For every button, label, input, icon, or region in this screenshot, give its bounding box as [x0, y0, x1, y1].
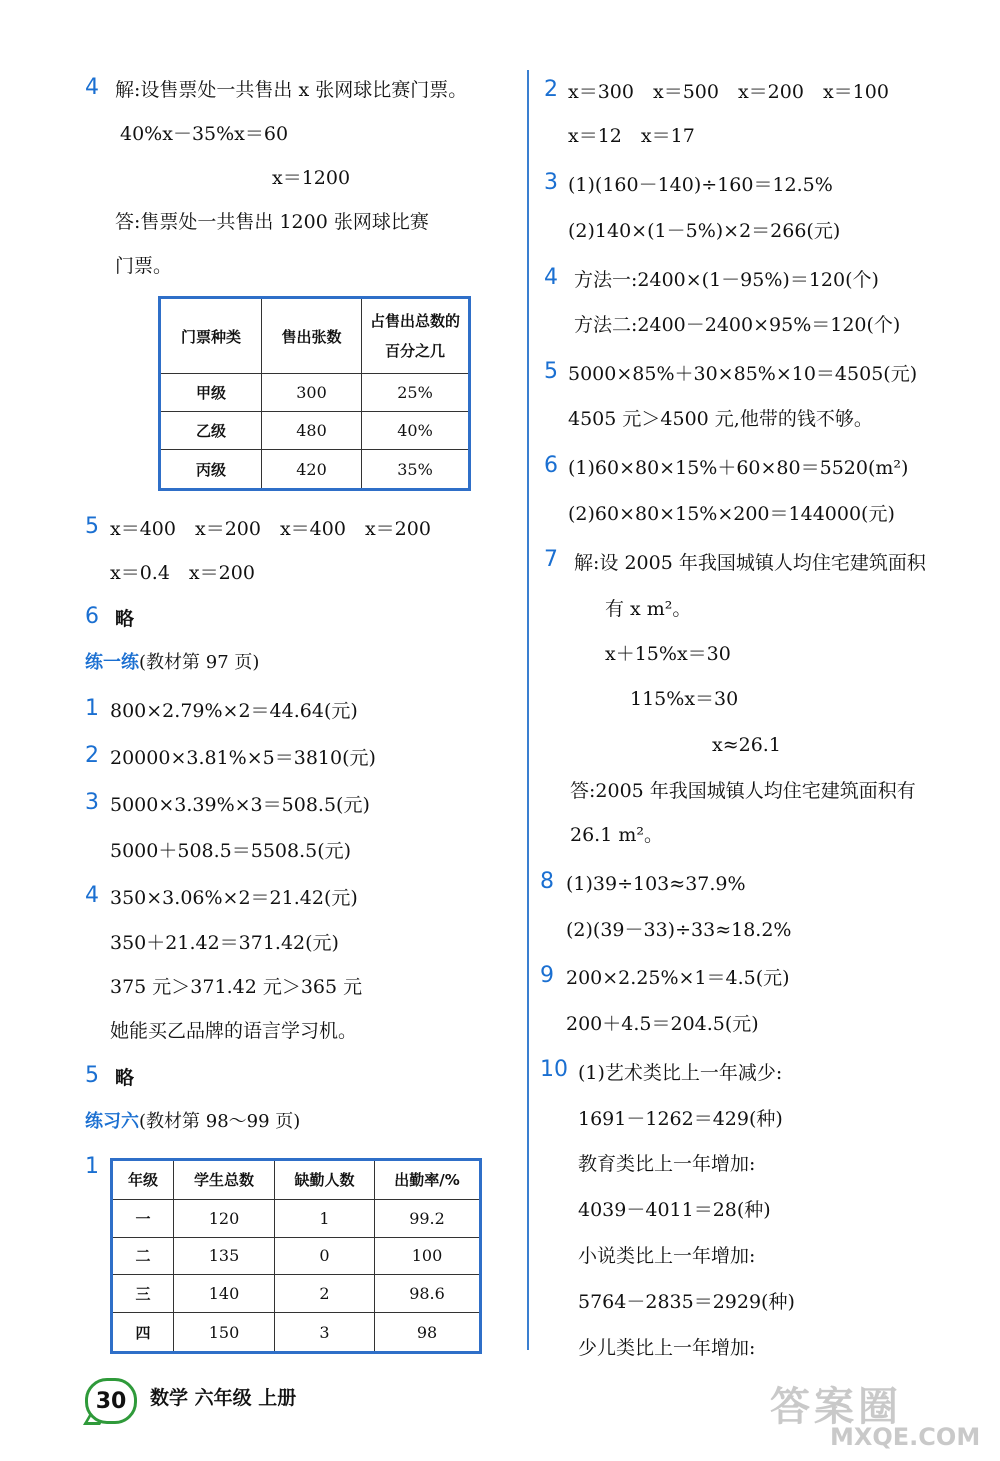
p5-line1: 略 — [115, 1067, 135, 1089]
ticket-table — [158, 296, 471, 491]
r7-line2: 有 x m²。 — [605, 598, 692, 620]
r7-line5: x≈26.1 — [712, 734, 781, 756]
r10-line3: 教育类比上一年增加: — [578, 1153, 756, 1175]
r10-line4: 4039－4011＝28(种) — [578, 1199, 771, 1221]
ticket-table-cell: 乙级 — [160, 412, 262, 450]
watermark-top: 答案圈 — [770, 1384, 902, 1430]
attendance-table-cell: 98 — [375, 1313, 481, 1353]
q4-line3: x＝1200 — [272, 167, 351, 189]
attendance-table — [110, 1158, 482, 1354]
r7-line3: x＋15%x＝30 — [605, 643, 731, 665]
q5-number: 5 — [85, 514, 99, 539]
ticket-table-cell: 40% — [362, 412, 470, 450]
r2-line1: x＝300 x＝500 x＝200 x＝100 — [568, 81, 889, 103]
ticket-table-header: 售出张数 — [262, 298, 362, 374]
r4-line1: 方法一:2400×(1－95%)＝120(个) — [574, 269, 879, 291]
attendance-table-cell: 98.6 — [375, 1275, 481, 1313]
column-divider — [527, 70, 529, 1350]
section-title-label: 练习六 — [85, 1111, 139, 1132]
attendance-table-cell: 四 — [112, 1313, 174, 1353]
attendance-table-cell: 135 — [174, 1237, 275, 1275]
watermark-logo — [770, 1375, 990, 1455]
p1-line1: 800×2.79%×2＝44.64(元) — [110, 700, 358, 722]
r9-number: 9 — [540, 963, 554, 988]
r6-number: 6 — [544, 453, 558, 478]
r7-line6: 答:2005 年我国城镇人均住宅建筑面积有 — [570, 780, 916, 802]
r6-line2: (2)60×80×15%×200＝144000(元) — [568, 503, 895, 525]
p4-line3: 375 元＞371.42 元＞365 元 — [110, 976, 363, 998]
section-title-label: 练一练 — [85, 652, 139, 673]
right-column — [530, 0, 1000, 1461]
r3-line1: (1)(160－140)÷160＝12.5% — [568, 174, 833, 196]
r8-number: 8 — [540, 869, 554, 894]
book-title: 数学 六年级 上册 — [150, 1387, 297, 1409]
r3-number: 3 — [544, 170, 558, 195]
q5-line2: x＝0.4 x＝200 — [110, 562, 255, 584]
q6-line1: 略 — [115, 608, 135, 630]
r4-line2: 方法二:2400－2400×95%＝120(个) — [574, 314, 901, 336]
attendance-table-header: 缺勤人数 — [275, 1160, 375, 1200]
attendance-table-cell: 100 — [375, 1237, 481, 1275]
r10-number: 10 — [540, 1057, 568, 1082]
ticket-table-cell: 420 — [262, 450, 362, 490]
p4-number: 4 — [85, 883, 99, 908]
attendance-table-cell: 0 — [275, 1237, 375, 1275]
r10-line5: 小说类比上一年增加: — [578, 1245, 756, 1267]
r2-number: 2 — [544, 77, 558, 102]
p2-number: 2 — [85, 743, 99, 768]
attendance-table-header: 学生总数 — [174, 1160, 275, 1200]
section-title-practice — [85, 651, 259, 675]
attendance-table-cell: 二 — [112, 1237, 174, 1275]
section-title-exercise — [85, 1110, 300, 1134]
r8-line1: (1)39÷103≈37.9% — [566, 873, 746, 895]
q4-line4: 答:售票处一共售出 1200 张网球比赛 — [115, 211, 429, 233]
p4-line2: 350＋21.42＝371.42(元) — [110, 932, 339, 954]
r6-line1: (1)60×80×15%＋60×80＝5520(m²) — [568, 457, 909, 479]
ticket-table-cell: 丙级 — [160, 450, 262, 490]
q4-line1: 解:设售票处一共售出 x 张网球比赛门票。 — [115, 79, 468, 101]
attendance-table-cell: 99.2 — [375, 1199, 481, 1237]
r10-line7: 少儿类比上一年增加: — [578, 1337, 756, 1359]
ticket-table-cell: 300 — [262, 374, 362, 412]
attendance-table-cell: 120 — [174, 1199, 275, 1237]
ticket-table-cell: 甲级 — [160, 374, 262, 412]
q4-number: 4 — [85, 75, 99, 100]
p1-number: 1 — [85, 696, 99, 721]
attendance-table-cell: 2 — [275, 1275, 375, 1313]
r7-number: 7 — [544, 547, 558, 572]
attendance-table-cell: 140 — [174, 1275, 275, 1313]
q4-line5: 门票。 — [115, 255, 173, 277]
r4-number: 4 — [544, 265, 558, 290]
ticket-table-cell: 35% — [362, 450, 470, 490]
r5-line1: 5000×85%＋30×85%×10＝4505(元) — [568, 363, 918, 385]
r7-line7: 26.1 m²。 — [570, 824, 663, 846]
ticket-table-cell: 25% — [362, 374, 470, 412]
ticket-table-header: 门票种类 — [160, 298, 262, 374]
r7-line4: 115%x＝30 — [630, 688, 739, 710]
attendance-table-cell: 三 — [112, 1275, 174, 1313]
p3-line1: 5000×3.39%×3＝508.5(元) — [110, 794, 370, 816]
p3-number: 3 — [85, 790, 99, 815]
r9-line2: 200＋4.5＝204.5(元) — [566, 1013, 759, 1035]
e1-number: 1 — [85, 1154, 99, 1179]
attendance-table-cell: 1 — [275, 1199, 375, 1237]
ticket-table-header: 占售出总数的百分之几 — [362, 298, 470, 374]
r7-line1: 解:设 2005 年我国城镇人均住宅建筑面积 — [574, 552, 926, 574]
p4-line1: 350×3.06%×2＝21.42(元) — [110, 887, 358, 909]
section-title-ref: (教材第 98～99 页) — [139, 1111, 301, 1132]
attendance-table-cell: 150 — [174, 1313, 275, 1353]
p2-line1: 20000×3.81%×5＝3810(元) — [110, 747, 376, 769]
r5-number: 5 — [544, 359, 558, 384]
r10-line2: 1691－1262＝429(种) — [578, 1108, 783, 1130]
attendance-table-cell: 一 — [112, 1199, 174, 1237]
attendance-table-header: 出勤率/% — [375, 1160, 481, 1200]
r10-line1: (1)艺术类比上一年减少: — [578, 1062, 783, 1084]
r10-line6: 5764－2835＝2929(种) — [578, 1291, 795, 1313]
section-title-ref: (教材第 97 页) — [139, 652, 260, 673]
r2-line2: x＝12 x＝17 — [568, 125, 695, 147]
q6-number: 6 — [85, 604, 99, 629]
watermark-bottom: MXQE.COM — [830, 1423, 981, 1451]
attendance-table-header: 年级 — [112, 1160, 174, 1200]
r3-line2: (2)140×(1－5%)×2＝266(元) — [568, 220, 841, 242]
q5-line1: x＝400 x＝200 x＝400 x＝200 — [110, 518, 431, 540]
q4-line2: 40%x－35%x＝60 — [120, 123, 289, 145]
p4-line4: 她能买乙品牌的语言学习机。 — [110, 1020, 358, 1042]
ticket-table-cell: 480 — [262, 412, 362, 450]
p5-number: 5 — [85, 1063, 99, 1088]
attendance-table-cell: 3 — [275, 1313, 375, 1353]
r8-line2: (2)(39－33)÷33≈18.2% — [566, 919, 792, 941]
p3-line2: 5000＋508.5＝5508.5(元) — [110, 840, 352, 862]
r5-line2: 4505 元＞4500 元,他带的钱不够。 — [568, 408, 873, 430]
page-number-badge: 30 — [85, 1378, 137, 1424]
r9-line1: 200×2.25%×1＝4.5(元) — [566, 967, 790, 989]
